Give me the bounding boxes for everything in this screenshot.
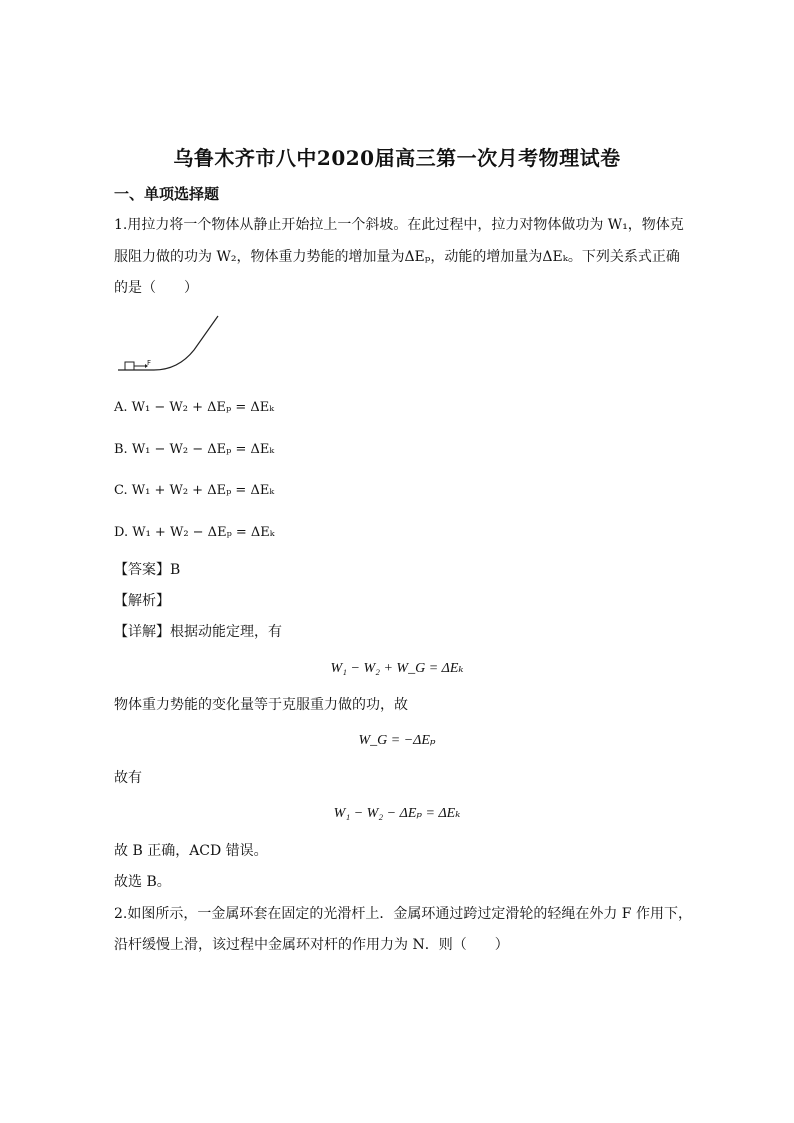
conclusion-line: 故 B 正确，ACD 错误。 — [114, 843, 268, 859]
q1-option-c: C. W₁ + W₂ + ΔEₚ = ΔEₖ — [114, 483, 275, 498]
explanation-line-3: 故有 — [114, 770, 142, 786]
q1-text-line-3: 的是（ ） — [114, 280, 198, 296]
analysis-line — [114, 591, 684, 611]
explanation-line-2: 物体重力势能的变化量等于克服重力做的功，故 — [114, 697, 408, 713]
analysis-tag: 【解析】 — [114, 593, 170, 609]
detail-tag: 【详解】 — [114, 624, 170, 640]
equation-1: W₁ − W₂ + W_G = ΔEₖ — [330, 661, 464, 676]
answer-tag: 【答案】 — [114, 562, 170, 578]
block-object — [125, 362, 134, 370]
q1-option-a: A. W₁ − W₂ + ΔEₚ = ΔEₖ — [114, 400, 274, 415]
q1-text-line-1: 1.用拉力将一个物体从静止开始拉上一个斜坡。在此过程中，拉力对物体做功为 W₁，物体克 — [114, 217, 684, 233]
choice-line: 故选 B。 — [114, 874, 171, 890]
answer-line — [114, 560, 684, 580]
slope-figure — [116, 312, 226, 376]
section-heading: 一、单项选择题 — [114, 185, 220, 203]
equation-2: W_G = −ΔEₚ — [358, 733, 436, 748]
q1-option-d: D. W₁ + W₂ − ΔEₚ = ΔEₖ — [114, 525, 275, 540]
slope-curve — [154, 316, 218, 370]
detail-line — [114, 622, 684, 642]
page-title: 乌鲁木齐市八中2020届高三第一次月考物理试卷 — [173, 146, 621, 170]
q1-text-line-2: 服阻力做的功为 W₂，物体重力势能的增加量为ΔEₚ，动能的增加量为ΔEₖ。下列关系式正确 — [114, 249, 680, 265]
detail-text: 根据动能定理，有 — [170, 624, 282, 640]
answer-value: B — [170, 562, 181, 578]
force-label: F — [147, 359, 152, 367]
q2-text-line-1: 2.如图所示，一金属环套在固定的光滑杆上．金属环通过跨过定滑轮的轻绳在外力 F 作用下， — [114, 906, 692, 922]
equation-3: W₁ − W₂ − ΔEₚ = ΔEₖ — [333, 806, 461, 821]
q1-option-b: B. W₁ − W₂ − ΔEₚ = ΔEₖ — [114, 442, 275, 457]
q2-text-line-2: 沿杆缓慢上滑，该过程中金属环对杆的作用力为 N．则（ ） — [114, 937, 509, 953]
